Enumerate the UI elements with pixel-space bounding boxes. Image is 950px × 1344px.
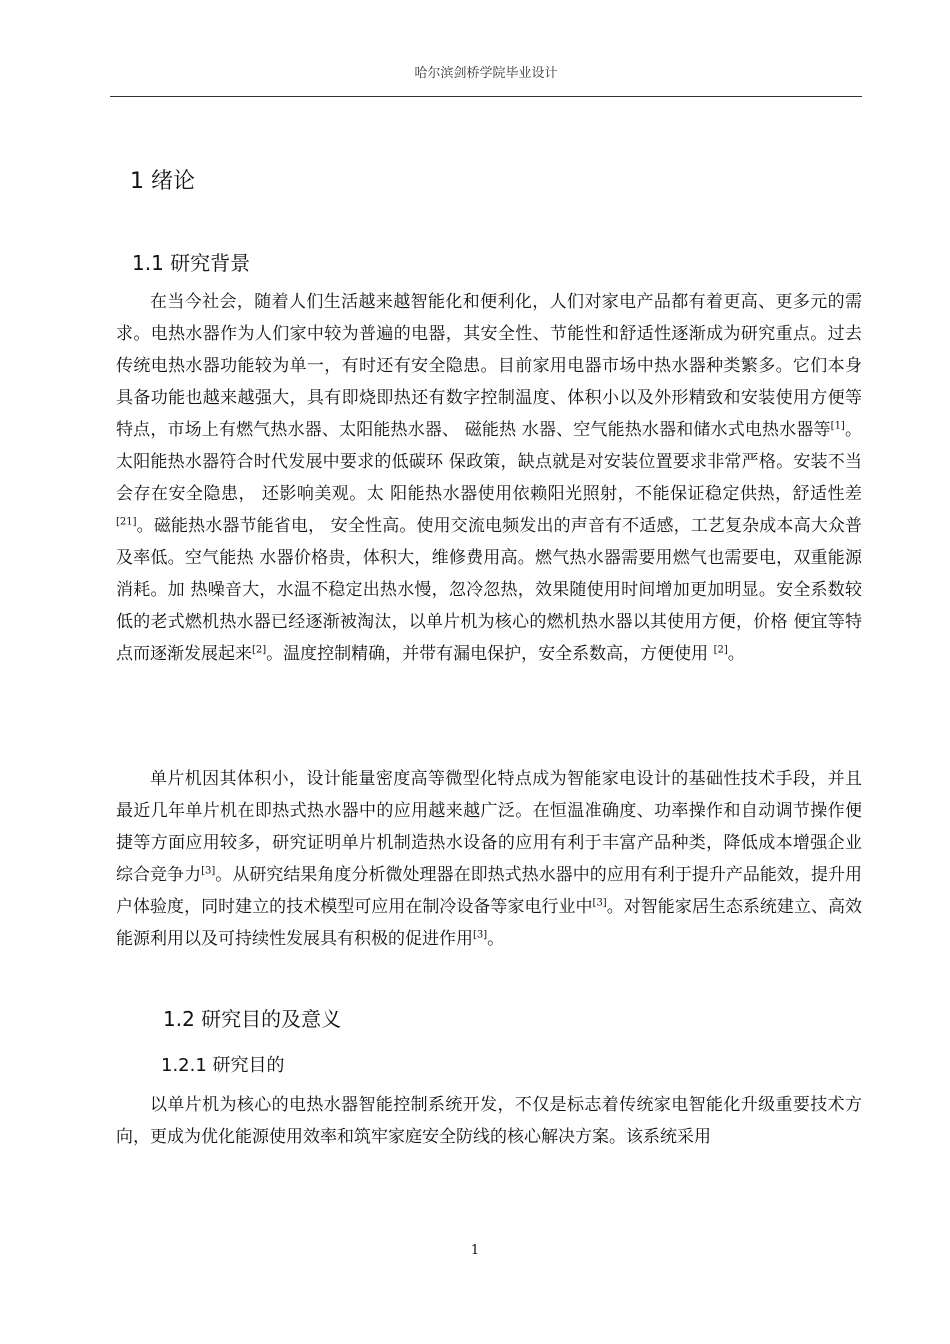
citation-ref: [2] [713, 644, 728, 656]
text-run: 。温度控制精确，并带有漏电保护，安全系数高，方便使用 [266, 644, 714, 664]
text-run: 。太阳能热水器符合时代发展中要求的低碳环 保政策，缺点就是对安装位置要求非常严格。安装不当会存在安全隐患， 还影响美观。太 阳能热水器使用依赖阳光照射，不能保证稳定供热，舒适性差 [116, 420, 863, 504]
text-run: 。从研究结果角度分析微处理器在即热式热水器中的应用有利于提升产品能效，提升用户体验度，同时建立的技术模型可应用在制冷设备等家电行业中 [116, 865, 863, 917]
citation-ref: [1] [830, 420, 845, 432]
section-title-1-2: 1.2 研究目的及意义 [163, 1007, 342, 1031]
paragraph-research-purpose: 以单片机为核心的电热水器智能控制系统开发，不仅是标志着传统家电智能化升级重要技术方向，更成为优化能源使用效率和筑牢家庭安全防线的核心解决方案。该系统采用 [116, 1095, 862, 1147]
citation-ref: [3] [201, 865, 216, 877]
running-header: 哈尔滨剑桥学院毕业设计 [414, 66, 558, 81]
citation-ref: [21] [116, 516, 137, 528]
citation-ref: [2] [252, 644, 267, 656]
text-run: 。对智能家居生态系统建立、高效能源利用以及可持续性发展具有积极的促进作用 [116, 897, 863, 949]
subsection-title-1-2-1: 1.2.1 研究目的 [161, 1055, 285, 1076]
text-run: 。 [487, 929, 505, 949]
citation-ref: [3] [473, 929, 488, 941]
page-number: 1 [470, 1243, 480, 1258]
paragraph-research-background-2 [116, 763, 862, 955]
text-run: 。 [727, 644, 745, 664]
section-title-1-1: 1.1 研究背景 [132, 251, 251, 275]
text-run: 在当今社会，随着人们生活越来越智能化和便利化，人们对家电产品都有着更高、更多元的需求。电热水器作为人们家中较为普遍的电器，其安全性、节能性和舒适性逐渐成为研究重点。过去传统电热水器功能较为单一，有时还有安全隐患。目前家用电器市场中热水器种类繁多。它们本身具备功能也越来越强大，具有即烧即热还有数字控制温度、体积小以及外形精致和安装使用方便等特点，市场上有燃气热水器、太阳能热水器、 磁能热 水器、空气能热水器和储水式电热水器等 [116, 292, 862, 440]
paragraph-research-background-1 [116, 286, 862, 670]
text-run: 。磁能热水器节能省电， 安全性高。使用交流电频发出的声音有不适感，工艺复杂成本高大众普及率低。空气能热 水器价格贵，体积大，维修费用高。燃气热水器需要用燃气也需要电，双重能源消耗。加 热噪音大，水温不稳定出热水慢，忽冷忽热，效果随使用时间增加更加明显。安全系数较 低的老式燃机热水器已经逐渐被淘汰，以单片机为核心的燃机热水器以其使用方便，价格 便宜等特点而逐渐发展起来 [116, 516, 862, 664]
text-run: 单片机因其体积小，设计能量密度高等微型化特点成为智能家电设计的基础性技术手段，并且最近几年单片机在即热式热水器中的应用越来越广泛。在恒温准确度、功率操作和自动调节操作便捷等方面应用较多，研究证明单片机制造热水设备的应用有利于丰富产品种类，降低成本增强企业综合竞争力 [116, 769, 862, 885]
header-rule [110, 96, 862, 97]
chapter-title: 1 绪论 [130, 169, 195, 194]
citation-ref: [3] [592, 897, 607, 909]
